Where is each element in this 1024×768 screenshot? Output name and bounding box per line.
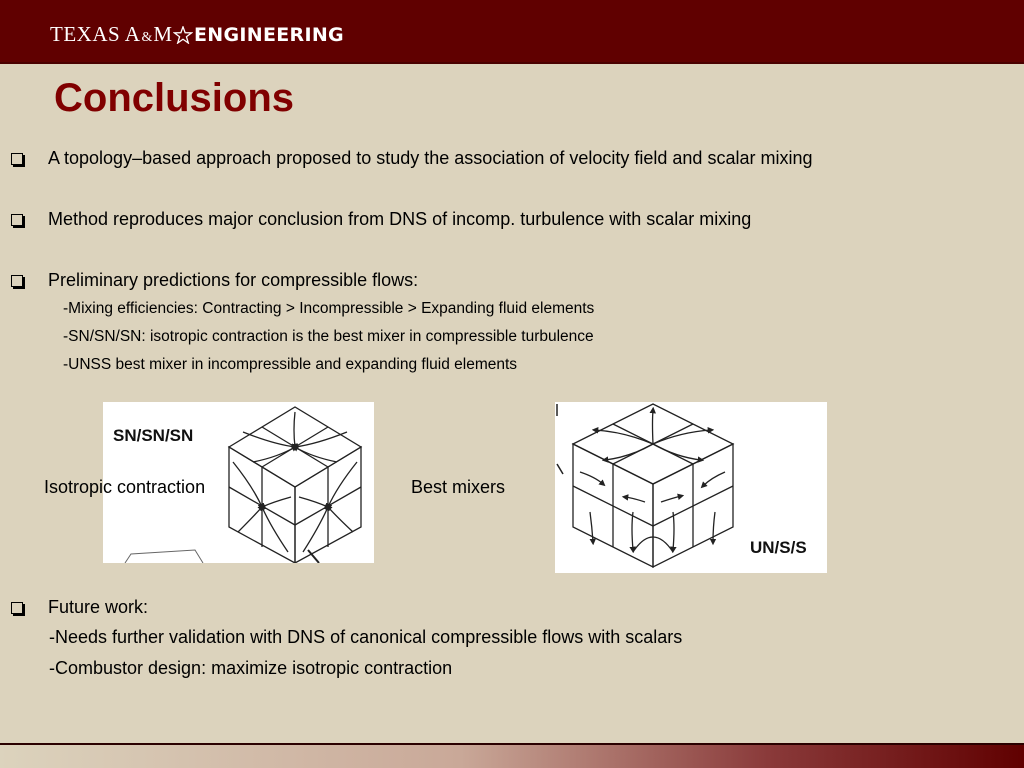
checkbox-bullet-icon xyxy=(11,214,23,226)
logo-engineering: ENGINEERING xyxy=(194,24,344,46)
star-icon xyxy=(173,26,193,44)
bullet-text: Preliminary predictions for compressible flows: xyxy=(48,270,419,290)
caption-best-mixers: Best mixers xyxy=(411,477,506,497)
figure-label-sn: SN/SN/SN xyxy=(113,426,194,445)
logo-ampersand: & xyxy=(141,30,153,45)
figure-label-unss: UN/S/S xyxy=(750,538,807,557)
footer-band xyxy=(0,743,1024,768)
bullet-topology xyxy=(11,148,812,169)
bullet-text: A topology–based approach proposed to study the association of velocity field and scalar mixing xyxy=(48,148,813,168)
checkbox-bullet-icon xyxy=(11,602,23,614)
cube-diagram-unss xyxy=(555,402,827,573)
logo-texas: TEXAS A xyxy=(50,22,141,46)
figure-un-s-s xyxy=(555,402,827,573)
future-item: -Combustor design: maximize isotropic contraction xyxy=(49,658,453,678)
preliminary-item: -UNSS best mixer in incompressible and expanding fluid elements xyxy=(63,356,518,373)
bullet-future-work xyxy=(11,597,148,618)
bullet-text: Method reproduces major conclusion from DNS of incomp. turbulence with scalar mixing xyxy=(48,209,752,229)
preliminary-item: -SN/SN/SN: isotropic contraction is the best mixer in compressible turbulence xyxy=(63,328,594,345)
preliminary-item: -Mixing efficiencies: Contracting > Incompressible > Expanding fluid elements xyxy=(63,300,595,317)
checkbox-bullet-icon xyxy=(11,153,23,165)
bullet-method xyxy=(11,209,751,230)
header-band xyxy=(0,0,1024,64)
bullet-text: Future work: xyxy=(48,597,149,617)
checkbox-bullet-icon xyxy=(11,275,23,287)
future-item: -Needs further validation with DNS of canonical compressible flows with scalars xyxy=(49,627,683,647)
bullet-preliminary xyxy=(11,270,418,291)
logo-m: M xyxy=(153,22,173,46)
slide-title: Conclusions xyxy=(54,76,295,120)
caption-isotropic-contraction: Isotropic contraction xyxy=(44,477,206,497)
tamu-engineering-logo xyxy=(50,22,344,47)
